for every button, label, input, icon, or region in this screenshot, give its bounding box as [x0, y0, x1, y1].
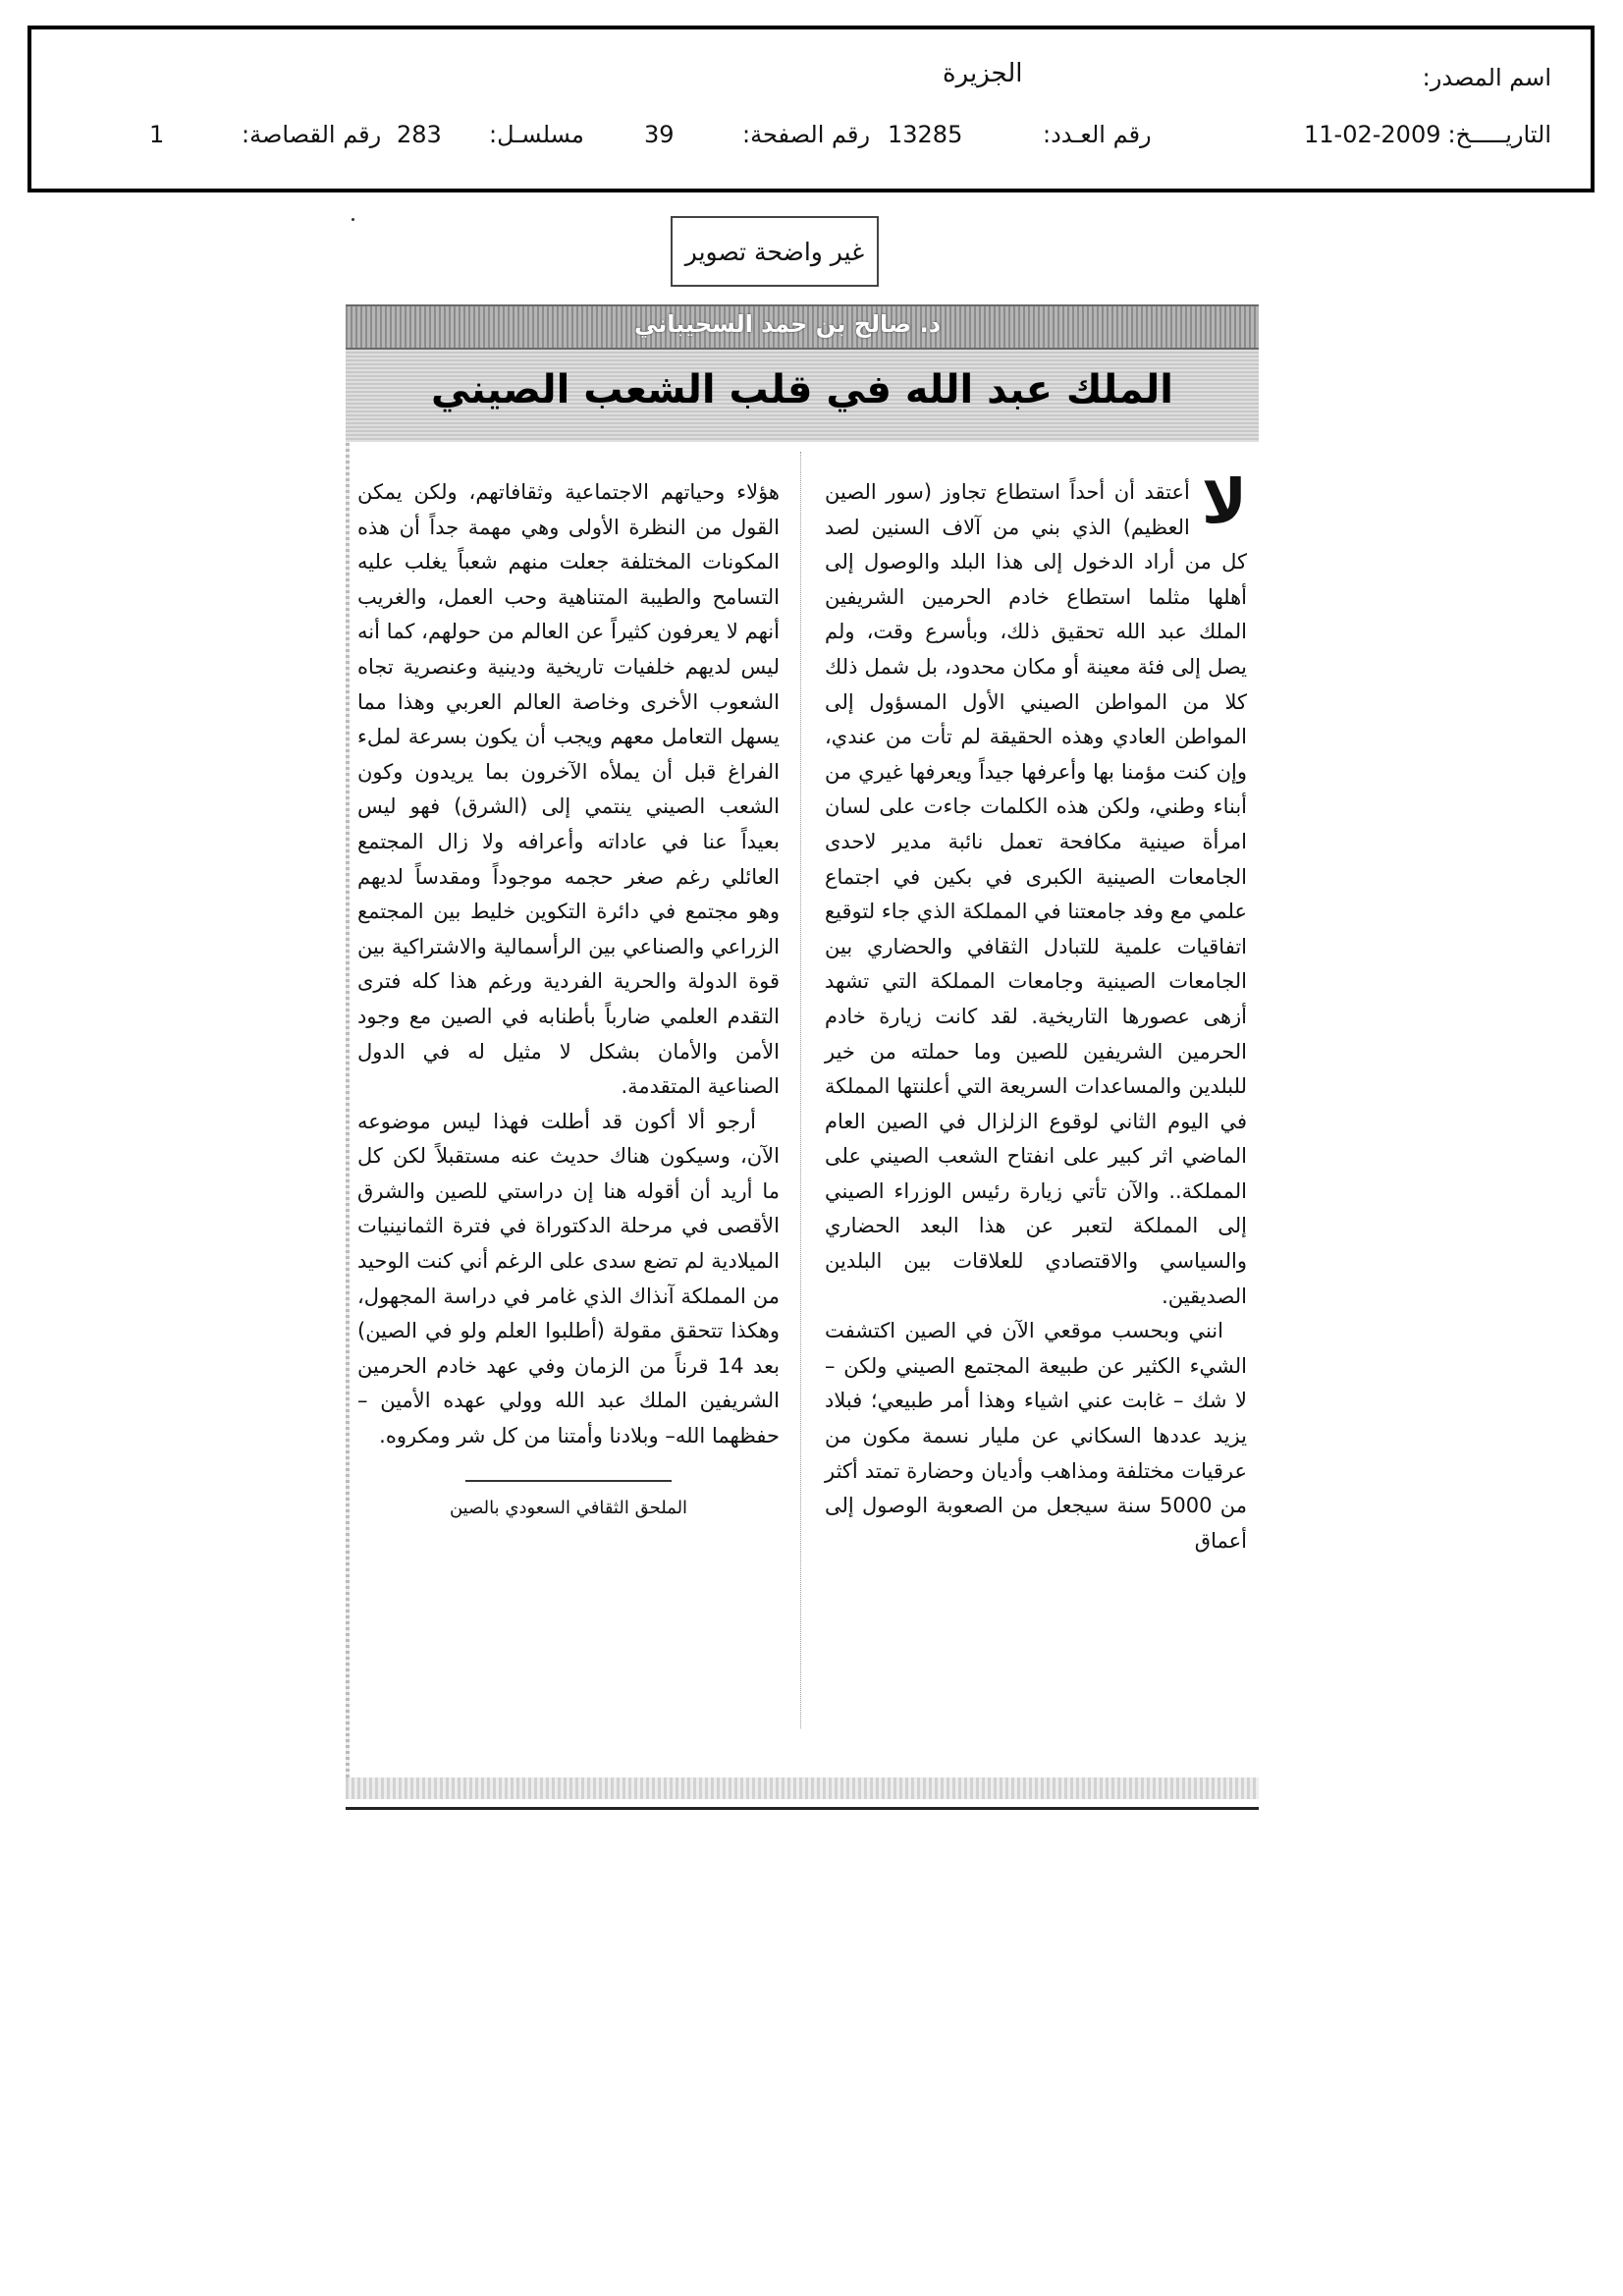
headline-band [346, 350, 1259, 442]
scan-speck [352, 218, 354, 221]
article-paragraph: أعتقد أن أحداً استطاع تجاوز (سور الصين العظيم) الذي بني من آلاف السنين لصد كل من أراد الدخول إلى هذا البلد والوصول إلى أهلها مثلما استطاع خادم الحرمين الشريفين الملك عبد الله تحقيق ذلك، وبأسرع وقت، ولم يصل إلى فئة معينة أو مكان محدود، بل شمل ذلك كلا من المواطن الصيني الأول المسؤول إلى المواطن العادي وهذه الحقيقة لم تأت من عندي، وإن كنت مؤمنا بها وأعرفها جيداً ويعرفها غيري من أبناء وطني، ولكن هذه الكلمات جاءت على لسان امرأة صينية مكافحة تعمل نائبة مدير لاحدى الجامعات الصينية الكبرى في بكين في اجتماع علمي مع وفد جامعتنا في المملكة الذي جاء لتوقيع اتفاقيات علمية للتبادل الثقافي والحضاري بين الجامعات الصينية وجامعات المملكة التي تشهد أزهى عصورها التاريخية. لقد كانت زيارة خادم الحرمين الشريفين للصين وما حملته من خير للبلدين والمساعدات السريعة التي أعلنتها المملكة في اليوم الثاني لوقوع الزلزال في الصين العام الماضي اثر كبير على انفتاح الشعب الصيني على المملكة.. والآن تأتي زيارة رئيس الوزراء الصيني إلى المملكة لتعبر عن هذا البعد الحضاري والسياسي والاقتصادي للعلاقات بين البلدين الصديقين. [825, 480, 1247, 1308]
serial-value: 283 [397, 121, 442, 148]
newspaper-clipping [346, 304, 1259, 1817]
clip-value: 1 [149, 121, 165, 148]
clipping-metadata-box [27, 26, 1595, 192]
page-label: رقم الصفحة: [742, 121, 871, 148]
author-signature: الملحق الثقافي السعودي بالصين [449, 1497, 688, 1518]
clipping-bottom-rule [346, 1807, 1259, 1810]
signature-rule [465, 1480, 672, 1482]
column-divider [800, 452, 802, 1728]
unclear-copy-note [671, 216, 879, 287]
clip-label: رقم القصاصة: [242, 121, 382, 148]
scan-bottom-strip [346, 1777, 1259, 1799]
article-column-right [825, 465, 1247, 1558]
byline-bar [346, 304, 1259, 350]
scan-edge [346, 442, 350, 1777]
source-value: الجزيرة [943, 59, 1023, 88]
article-headline: الملك عبد الله في قلب الشعب الصيني [431, 367, 1173, 412]
issue-value: 13285 [888, 121, 963, 148]
source-label: اسم المصدر: [1422, 64, 1551, 91]
article-paragraph: هؤلاء وحياتهم الاجتماعية وثقافاتهم، ولكن يمكن القول من النظرة الأولى وهي مهمة جداً أن هذه المكونات المختلفة جعلت منهم شعباً يغلب عليه التسامح والطيبة المتناهية وحب العمل، والغريب أنهم لا يعرفون كثيراً عن العالم من حولهم، كما أنه ليس لديهم خلفيات تاريخية ودينية وعنصرية تجاه الشعوب الأخرى وخاصة العالم العربي وهذا مما يسهل التعامل معهم ويجب أن يكون بسرعة لملء الفراغ قبل أن يملأه الآخرون بما يريدون وكون الشعب الصيني ينتمي إلى (الشرق) فهو ليس بعيداً عنا في عاداته وأعرافه ولا زال المجتمع العائلي رغم صغر حجمه موجوداً ومقدساً لديهم وهو مجتمع في دائرة التكوين خليط بين المجتمع الزراعي والصناعي بين الرأسمالية والاشتراكية بين قوة الدولة والحرية الفردية ورغم هذا كله فترى التقدم العلمي ضارباً بأطنابه في الصين مع وجود الأمن والأمان بشكل لا مثيل له في الدول الصناعية المتقدمة. [357, 480, 780, 1099]
date-label: التاريـــــخ: [1447, 121, 1551, 148]
serial-label: مسلسـل: [489, 121, 584, 148]
issue-label: رقم العـدد: [1043, 121, 1152, 148]
unclear-copy-note-text: غير واضحة تصوير [684, 237, 865, 266]
article-column-left [357, 475, 780, 1521]
date-value: 11-02-2009 [1304, 121, 1441, 148]
article-paragraph: أرجو ألا أكون قد أطلت فهذا ليس موضوعه الآن، وسيكون هناك حديث عنه مستقبلاً لكن كل ما أريد أن أقوله هنا إن دراستي للصين والشرق الأقصى في مرحلة الدكتوراة في فترة الثمانينيات الميلادية لم تضع سدى على الرغم أني كنت الوحيد من المملكة آنذاك الذي غامر في دراسة المجهول، وهكذا تتحقق مقولة (أطلبوا العلم ولو في الصين) بعد 14 قرناً من الزمان وفي عهد خادم الحرمين الشريفين الملك عبد الله وولي عهده الأمين –حفظهما الله– وبلادنا وأمتنا من كل شر ومكروه. [357, 1109, 780, 1449]
article-paragraph: انني وبحسب موقعي الآن في الصين اكتشفت الشيء الكثير عن طبيعة المجتمع الصيني ولكن – لا شك – غابت عني اشياء وهذا أمر طبيعي؛ فبلاد يزيد عددها السكاني عن مليار نسمة مكون من عرقيات مختلفة ومذاهب وأديان وحضارة تمتد أكثر من 5000 سنة سيجعل من الصعوبة الوصول إلى أعماق [825, 1319, 1247, 1553]
page-value: 39 [644, 121, 675, 148]
author-byline: د. صالح بن حمد السحيباني [633, 310, 942, 338]
drop-cap: لا [1201, 465, 1247, 537]
